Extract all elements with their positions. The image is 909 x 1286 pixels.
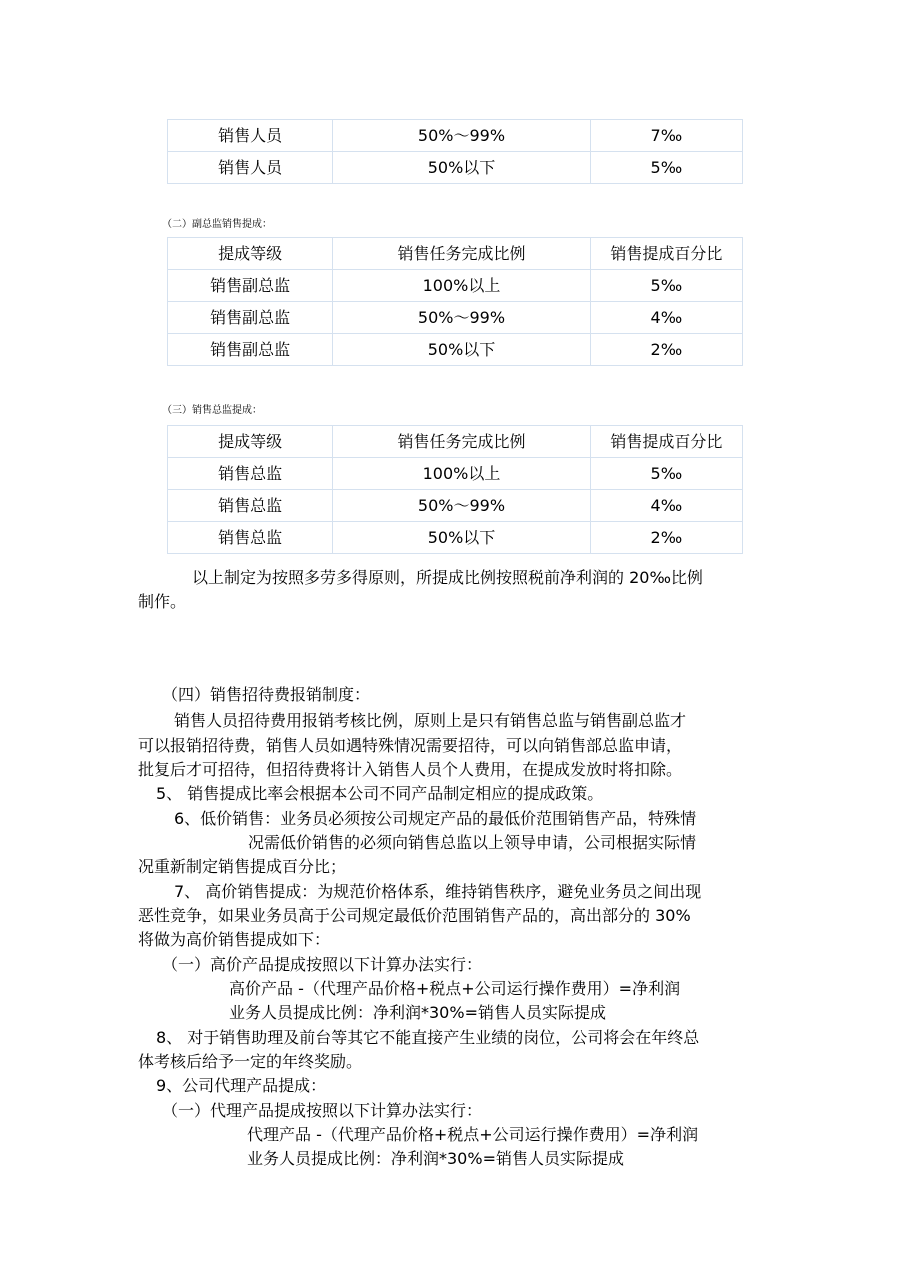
formula-line: 业务人员提成比例：净利润*30%=销售人员实际提成 xyxy=(229,1003,606,1022)
formula-line: 高价产品 -（代理产品价格+税点+公司运行操作费用）=净利润 xyxy=(229,979,681,998)
paragraph-line: 批复后才可招待，但招待费将计入销售人员个人费用，在提成发放时将扣除。 xyxy=(138,760,683,779)
table-cell: 50%～99% xyxy=(333,302,590,334)
table-cell: 5‰ xyxy=(590,152,742,184)
list-item-9: 9、公司代理产品提成： xyxy=(156,1076,327,1095)
table-row xyxy=(168,152,743,184)
table-cell: 4‰ xyxy=(590,490,742,522)
table-row xyxy=(168,302,743,334)
sub-heading-agency: （一）代理产品提成按照以下计算办法实行： xyxy=(162,1101,483,1120)
table-cell: 50%以下 xyxy=(333,152,590,184)
table-header-cell: 销售任务完成比例 xyxy=(333,426,590,458)
table-cell: 5‰ xyxy=(590,458,742,490)
table-cell: 销售总监 xyxy=(168,522,333,554)
paragraph-line: 销售人员招待费用报销考核比例，原则上是只有销售总监与销售副总监才 xyxy=(174,711,687,730)
table-cell: 50%～99% xyxy=(333,120,590,152)
table-cell: 5‰ xyxy=(590,270,742,302)
list-item-5: 5、 销售提成比率会根据本公司不同产品制定相应的提成政策。 xyxy=(156,784,604,803)
table-header-cell: 提成等级 xyxy=(168,426,333,458)
table-cell: 销售人员 xyxy=(168,152,333,184)
formula-line: 代理产品 -（代理产品价格+税点+公司运行操作费用）=净利润 xyxy=(247,1125,699,1144)
table-cell: 100%以上 xyxy=(333,270,590,302)
table-row xyxy=(168,522,743,554)
table-row xyxy=(168,490,743,522)
commission-table-sales-staff xyxy=(167,119,743,184)
list-item-6-line: 况需低价销售的必须向销售总监以上领导申请，公司根据实际情 xyxy=(248,833,697,852)
list-item-8-line: 体考核后给予一定的年终奖励。 xyxy=(138,1052,363,1071)
table-cell: 50%以下 xyxy=(333,334,590,366)
table-cell: 50%以下 xyxy=(333,522,590,554)
table-cell: 4‰ xyxy=(590,302,742,334)
table-header-row xyxy=(168,426,743,458)
list-item-7-line: 7、 高价销售提成：为规范价格体系，维持销售秩序，避免业务员之间出现 xyxy=(174,882,702,901)
rule-paragraph-line: 制作。 xyxy=(138,592,187,611)
table-row xyxy=(168,458,743,490)
table-header-row xyxy=(168,238,743,270)
list-item-7-line: 恶性竞争，如果业务员高于公司规定最低价范围销售产品的，高出部分的 30% xyxy=(138,906,691,925)
table-cell: 2‰ xyxy=(590,334,742,366)
table-cell: 销售总监 xyxy=(168,490,333,522)
table-cell: 2‰ xyxy=(590,522,742,554)
sub-heading-high-price: （一）高价产品提成按照以下计算办法实行： xyxy=(162,955,483,974)
table-cell: 销售副总监 xyxy=(168,302,333,334)
table-header-cell: 提成等级 xyxy=(168,238,333,270)
table-cell: 销售副总监 xyxy=(168,270,333,302)
formula-line: 业务人员提成比例：净利润*30%=销售人员实际提成 xyxy=(247,1149,624,1168)
table-row xyxy=(168,120,743,152)
list-item-6-line: 况重新制定销售提成百分比； xyxy=(138,857,347,876)
section-caption-deputy-director: （二）副总监销售提成： xyxy=(162,219,272,230)
paragraph-line: 可以报销招待费，销售人员如遇特殊情况需要招待，可以向销售部总监申请， xyxy=(138,736,683,755)
table-header-cell: 销售提成百分比 xyxy=(590,238,742,270)
table-cell: 销售总监 xyxy=(168,458,333,490)
table-cell: 7‰ xyxy=(590,120,742,152)
table-row xyxy=(168,334,743,366)
commission-table-director xyxy=(167,425,743,554)
rule-paragraph-line: 以上制定为按照多劳多得原则，所提成比例按照税前净利润的 20‰比例 xyxy=(192,568,703,587)
section-caption-director: （三）销售总监提成： xyxy=(162,405,262,416)
list-item-8-line: 8、 对于销售助理及前台等其它不能直接产生业绩的岗位，公司将会在年终总 xyxy=(156,1028,700,1047)
table-cell: 销售人员 xyxy=(168,120,333,152)
table-cell: 50%～99% xyxy=(333,490,590,522)
commission-table-deputy-director xyxy=(167,237,743,366)
table-cell: 销售副总监 xyxy=(168,334,333,366)
table-cell: 100%以上 xyxy=(333,458,590,490)
list-item-6-line: 6、低价销售：业务员必须按公司规定产品的最低价范围销售产品，特殊情 xyxy=(174,809,697,828)
table-row xyxy=(168,270,743,302)
list-item-7-line: 将做为高价销售提成如下： xyxy=(138,930,331,949)
table-header-cell: 销售提成百分比 xyxy=(590,426,742,458)
section-heading-entertainment: （四）销售招待费报销制度： xyxy=(162,685,371,704)
table-header-cell: 销售任务完成比例 xyxy=(333,238,590,270)
